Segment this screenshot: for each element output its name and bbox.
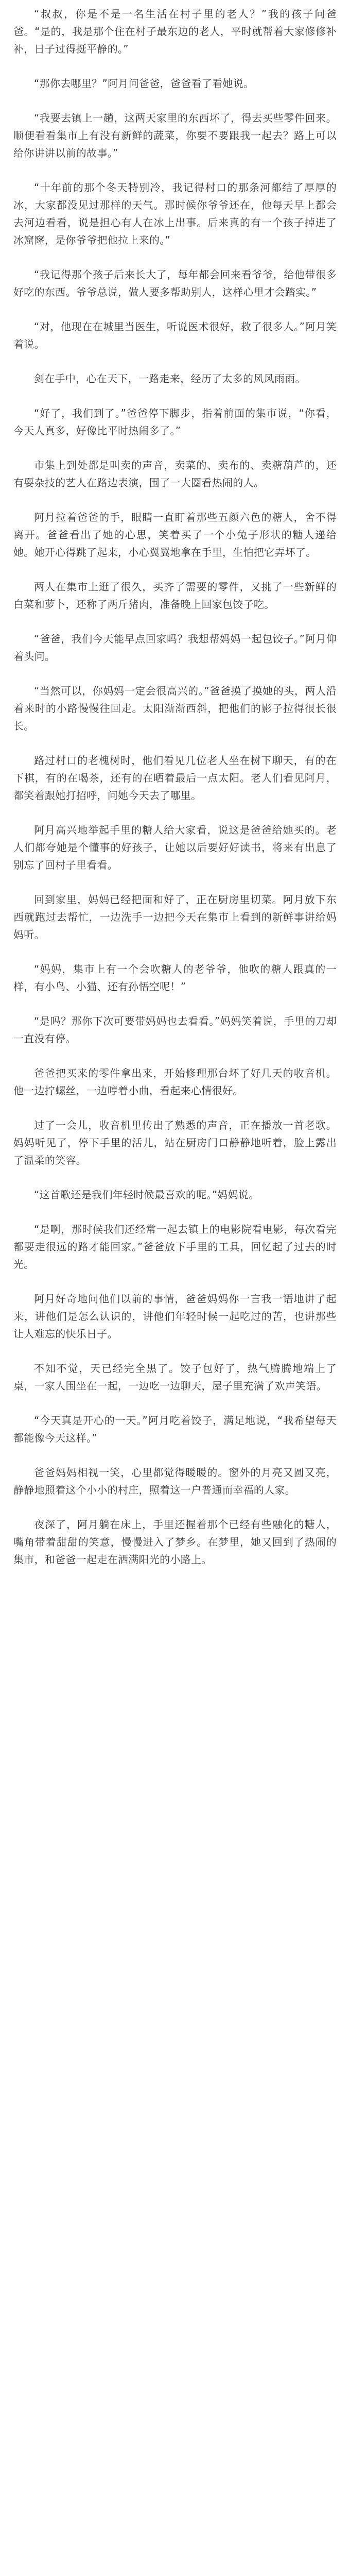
- article-paragraph: “十年前的那个冬天特别冷，我记得村口的那条河都结了厚厚的冰，大家都没见过那样的天气。那时候你爷爷还在，他每天早上都会去河边看看，说是担心有人在冰上出事。后来真的有一个孩子掉进了冰窟窿，是你爷爷把他拉上来的。”: [13, 181, 337, 246]
- article-paragraph: “我记得那个孩子后来长大了，每年都会回来看爷爷，给他带很多好吃的东西。爷爷总说，做人要多帮助别人，这样心里才会踏实。”: [13, 268, 337, 298]
- article-paragraph: “爸爸，我们今天能早点回家吗？我想帮妈妈一起包饺子。”阿月仰着头问。: [13, 633, 337, 663]
- article-paragraph: 过了一会儿，收音机里传出了熟悉的声音，正在播放一首老歌。妈妈听见了，停下手里的活儿，站在厨房门口静静地听着，脸上露出了温柔的笑容。: [13, 1119, 337, 1166]
- article-paragraph: “我要去镇上一趟，这两天家里的东西坏了，得去买些零件回来。顺便看看集市上有没有新鲜的蔬菜，你要不要跟我一起去？路上可以给你讲讲以前的故事。”: [13, 112, 337, 159]
- article-paragraph: 市集上到处都是叫卖的声音，卖菜的、卖布的、卖糖葫芦的，还有耍杂技的艺人在路边表演，围了一大圈看热闹的人。: [13, 459, 337, 489]
- article-paragraph: “这首歌还是我们年轻时候最喜欢的呢。”妈妈说。: [34, 1189, 259, 1201]
- article-paragraph: “那你去哪里？”阿月问爸爸，爸爸看了看她说。: [34, 77, 254, 90]
- article-paragraph: 路过村口的老槐树时，他们看见几位老人坐在树下聊天，有的在下棋，有的在喝茶，还有的在晒着最后一点太阳。老人们看见阿月，都笑着跟她打招呼，问她今天去了哪里。: [13, 754, 337, 802]
- article-paragraph: 不知不觉，天已经完全黑了。饺子包好了，热气腾腾地端上了桌，一家人围坐在一起，一边吃一边聊天，屋子里充满了欢声笑语。: [13, 1362, 337, 1392]
- article-paragraph: “妈妈，集市上有一个会吹糖人的老爷爷，他吹的糖人跟真的一样，有小鸟、小猫、还有孙悟空呢！”: [13, 963, 337, 993]
- article-paragraph: 回到家里，妈妈已经把面和好了，正在厨房里切菜。阿月放下东西就跑过去帮忙，一边洗手一边把今天在集市上看到的新鲜事讲给妈妈听。: [13, 893, 337, 941]
- article-paragraph: 阿月好奇地问他们以前的事情，爸爸妈妈你一言我一语地讲了起来，讲他们是怎么认识的，讲他们年轻时候一起吃过的苦，也讲那些让人难忘的快乐日子。: [13, 1293, 337, 1340]
- article-paragraph: 两人在集市上逛了很久，买齐了需要的零件，又挑了一些新鲜的白菜和萝卜，还称了两斤猪肉，准备晚上回家包饺子吃。: [13, 581, 337, 611]
- article-paragraph: “对，他现在在城里当医生，听说医术很好，救了很多人。”阿月笑着说。: [13, 320, 337, 350]
- article-paragraph: 阿月高兴地举起手里的糖人给大家看，说这是爸爸给她买的。老人们都夸她是个懂事的好孩子，让她以后要好好读书，将来有出息了别忘了回村子里看看。: [13, 824, 337, 871]
- article-paragraph: “是啊，那时候我们还经常一起去镇上的电影院看电影，每次看完都要走很远的路才能回家。”爸爸放下手里的工具，回忆起了过去的时光。: [13, 1223, 337, 1270]
- article-paragraph: 阿月拉着爸爸的手，眼睛一直盯着那些五颜六色的糖人，舍不得离开。爸爸看出了她的心思，笑着买了一个小兔子形状的糖人递给她。她开心得跳了起来，小心翼翼地拿在手里，生怕把它弄坏了。: [13, 511, 337, 558]
- article-paragraph: 爸爸把买来的零件拿出来，开始修理那台坏了好几天的收音机。他一边拧螺丝，一边哼着小曲，看起来心情很好。: [13, 1067, 337, 1097]
- article-paragraph: “叔叔，你是不是一名生活在村子里的老人？”我的孩子问爸爸。“是的，我是那个住在村子最东边的老人，平时就帮着大家修修补补，日子过得挺平静的。”: [13, 8, 337, 55]
- article-paragraph: “今天真是开心的一天。”阿月吃着饺子，满足地说，“我希望每天都能像今天这样。”: [13, 1414, 337, 1444]
- article-paragraph: 剑在手中，心在天下，一路走来，经历了太多的风风雨雨。: [34, 372, 306, 385]
- article-paragraph: “当然可以，你妈妈一定会很高兴的。”爸爸摸了摸她的头，两人沿着来时的小路慢慢往回走。太阳渐渐西斜，把他们的影子拉得很长很长。: [13, 685, 337, 732]
- article-paragraph: 爸爸妈妈相视一笑，心里都觉得暖暖的。窗外的月亮又圆又亮，静静地照着这个小小的村庄，照着这一户普通而幸福的人家。: [13, 1466, 337, 1496]
- article-paragraph: “好了，我们到了。”爸爸停下脚步，指着前面的集市说，“你看，今天人真多，好像比平时热闹多了。”: [13, 407, 337, 437]
- article-paragraph: “是吗？那你下次可要带妈妈也去看看。”妈妈笑着说，手里的刀却一直没有停。: [13, 1015, 337, 1045]
- article-paragraph: 夜深了，阿月躺在床上，手里还握着那个已经有些融化的糖人，嘴角带着甜甜的笑意，慢慢进入了梦乡。在梦里，她又回到了热闹的集市，和爸爸一起走在洒满阳光的小路上。: [13, 1518, 337, 1566]
